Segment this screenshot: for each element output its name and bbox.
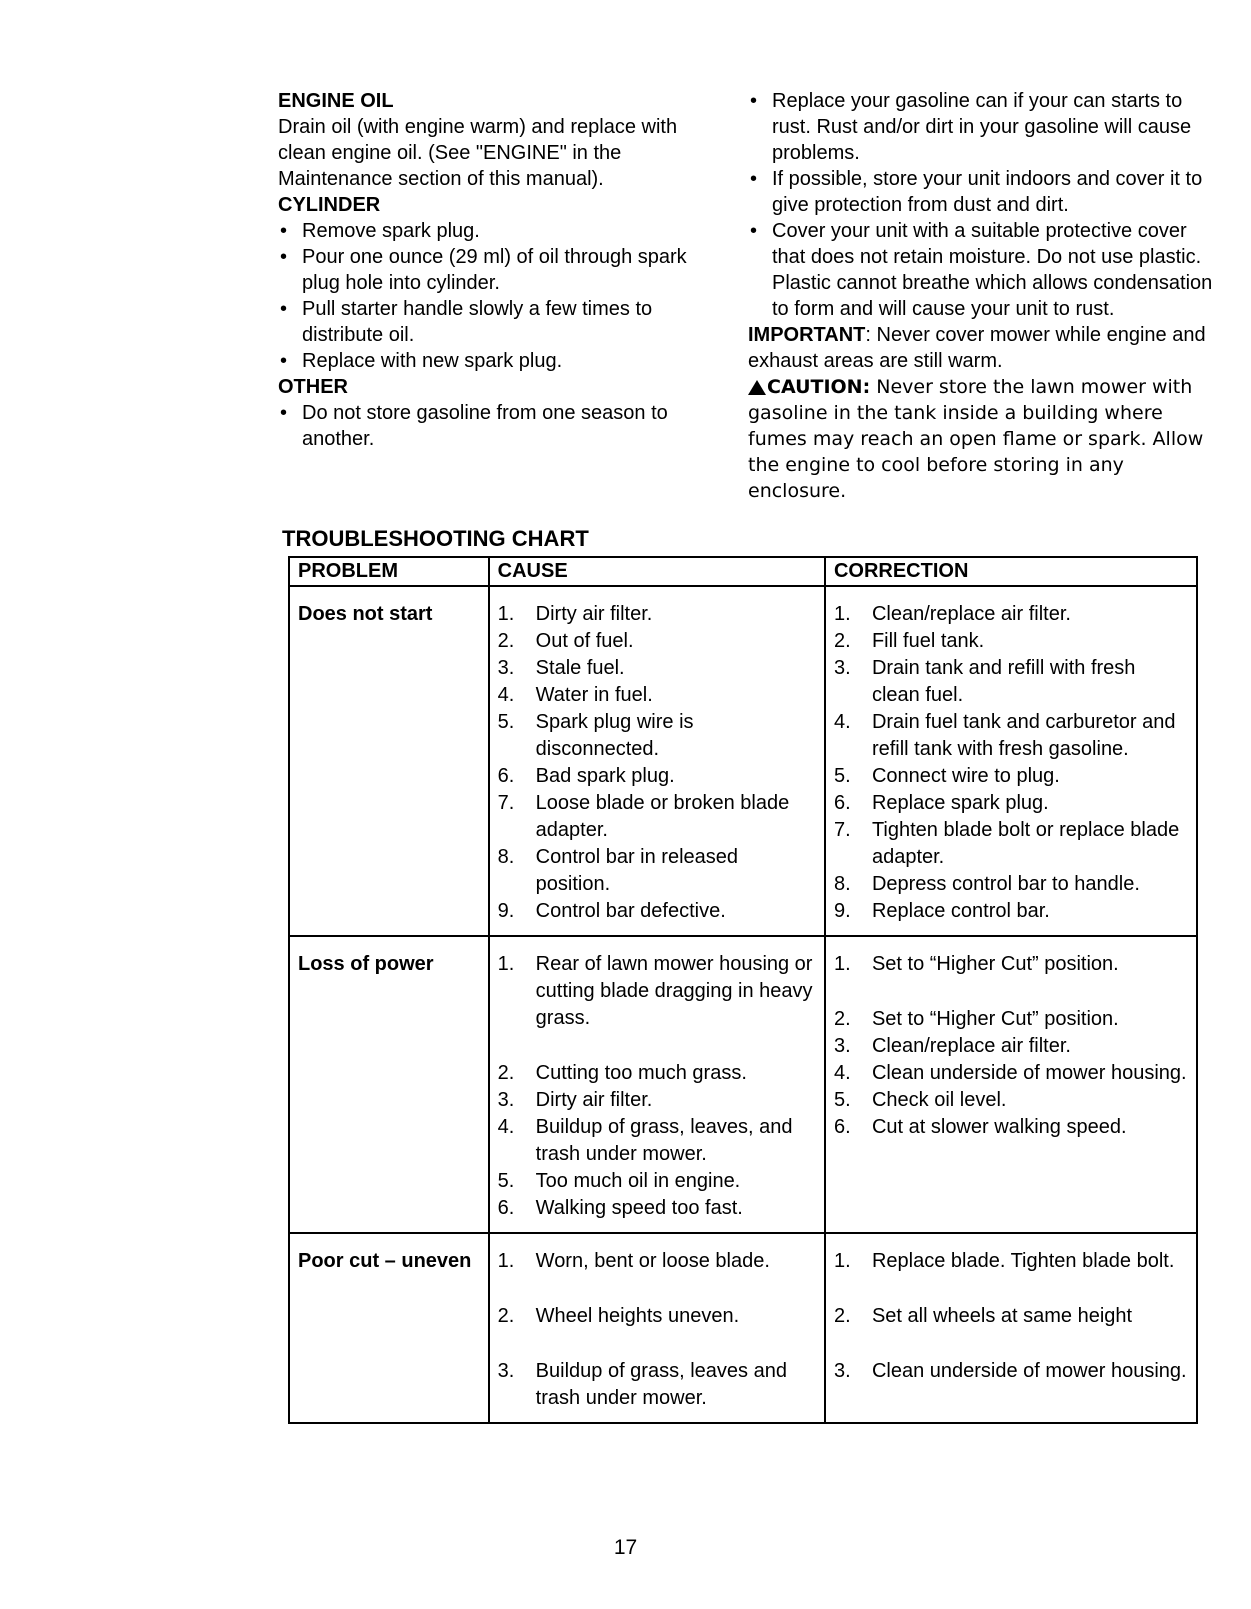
item-text: Cut at slower walking speed. bbox=[871, 1116, 1127, 1138]
item-text: Worn, bent or loose blade. bbox=[535, 1250, 770, 1272]
cause-item bbox=[498, 601, 816, 628]
item-number: 4. bbox=[833, 1062, 851, 1084]
important-text: : Never cover mower while engine and exhaust areas are still warm. bbox=[748, 324, 1206, 372]
correction-item bbox=[834, 655, 1188, 709]
item-number: 5. bbox=[833, 765, 851, 787]
item-number: 2. bbox=[833, 1008, 851, 1030]
cause-item bbox=[498, 951, 816, 1032]
problem-cell: Does not start bbox=[289, 586, 489, 936]
header-cause: CAUSE bbox=[489, 557, 825, 586]
cause-item bbox=[498, 682, 816, 709]
important-note bbox=[748, 322, 1218, 374]
item-text: Drain fuel tank and carburetor and refill tank with fresh gasoline. bbox=[871, 711, 1176, 760]
correction-item bbox=[834, 1114, 1188, 1141]
left-column bbox=[278, 88, 718, 452]
header-problem: PROBLEM bbox=[289, 557, 489, 586]
item-number: 4. bbox=[497, 684, 515, 706]
storage-item: • Replace your gasoline can if your can starts to rust. Rust and/or dirt in your gasoline will cause problems. bbox=[748, 88, 1218, 166]
item-text: Replace blade. Tighten blade bolt. bbox=[871, 1250, 1175, 1272]
item-text: Tighten blade bolt or replace blade adapter. bbox=[871, 819, 1180, 868]
correction-item bbox=[834, 628, 1188, 655]
correction-cell bbox=[825, 936, 1197, 1233]
item-text: Clean underside of mower housing. bbox=[871, 1360, 1187, 1382]
item-number: 3. bbox=[833, 1035, 851, 1057]
item-text: Dirty air filter. bbox=[535, 603, 653, 625]
item-number: 8. bbox=[497, 846, 515, 868]
item-text: Bad spark plug. bbox=[535, 765, 675, 787]
storage-list bbox=[748, 88, 1218, 322]
cause-cell bbox=[489, 586, 825, 936]
item-text: Walking speed too fast. bbox=[535, 1197, 743, 1219]
item-text: Dirty air filter. bbox=[535, 1089, 653, 1111]
item-text: Water in fuel. bbox=[535, 684, 653, 706]
caution-note bbox=[748, 374, 1218, 504]
problem-cell: Loss of power bbox=[289, 936, 489, 1233]
correction-item bbox=[834, 1060, 1188, 1087]
cause-item bbox=[498, 1060, 816, 1087]
cause-cell bbox=[489, 936, 825, 1233]
cause-item bbox=[498, 898, 816, 925]
correction-item bbox=[834, 601, 1188, 628]
item-number: 3. bbox=[833, 1360, 851, 1382]
item-number: 9. bbox=[497, 900, 515, 922]
item-number: 5. bbox=[497, 1170, 515, 1192]
correction-item bbox=[834, 790, 1188, 817]
item-number: 9. bbox=[833, 900, 851, 922]
item-number: 2. bbox=[833, 1305, 851, 1327]
item-number: 1. bbox=[497, 953, 515, 975]
cause-cell bbox=[489, 1233, 825, 1423]
correction-item bbox=[834, 1303, 1188, 1330]
correction-item bbox=[834, 871, 1188, 898]
item-text: Clean/replace air filter. bbox=[871, 1035, 1071, 1057]
other-heading: OTHER bbox=[278, 376, 348, 398]
item-text: Cutting too much grass. bbox=[535, 1062, 747, 1084]
item-number: 4. bbox=[497, 1116, 515, 1138]
item-text: Loose blade or broken blade adapter. bbox=[535, 792, 790, 841]
item-text: Control bar in released position. bbox=[535, 846, 739, 895]
storage-item: • If possible, store your unit indoors and cover it to give protection from dust and dirt. bbox=[748, 166, 1218, 218]
engine-oil-heading: ENGINE OIL bbox=[278, 90, 394, 112]
item-text: Fill fuel tank. bbox=[871, 630, 985, 652]
cause-item bbox=[498, 790, 816, 844]
correction-item bbox=[834, 709, 1188, 763]
table-row bbox=[289, 586, 1197, 936]
item-number: 4. bbox=[833, 711, 851, 733]
problem-cell: Poor cut – uneven bbox=[289, 1233, 489, 1423]
item-text: Buildup of grass, leaves, and trash under mower. bbox=[535, 1116, 793, 1165]
correction-item bbox=[834, 1033, 1188, 1060]
warning-icon bbox=[748, 380, 766, 395]
caution-label: CAUTION: bbox=[767, 376, 871, 398]
item-number: 6. bbox=[497, 1197, 515, 1219]
cause-item bbox=[498, 763, 816, 790]
item-text: Buildup of grass, leaves and trash under mower. bbox=[535, 1360, 787, 1409]
item-number: 2. bbox=[497, 1062, 515, 1084]
correction-cell bbox=[825, 586, 1197, 936]
correction-item bbox=[834, 1087, 1188, 1114]
item-number: 7. bbox=[833, 819, 851, 841]
cause-item bbox=[498, 1303, 816, 1330]
other-item: • Do not store gasoline from one season to another. bbox=[278, 400, 718, 452]
item-text: Drain tank and refill with fresh clean fuel. bbox=[871, 657, 1136, 706]
correction-item bbox=[834, 1358, 1188, 1385]
cause-item bbox=[498, 1114, 816, 1168]
item-number: 6. bbox=[497, 765, 515, 787]
item-text: Replace control bar. bbox=[871, 900, 1050, 922]
item-text: Spark plug wire is disconnected. bbox=[535, 711, 694, 760]
item-number: 6. bbox=[833, 792, 851, 814]
item-number: 3. bbox=[497, 657, 515, 679]
item-text: Check oil level. bbox=[871, 1089, 1007, 1111]
item-number: 1. bbox=[833, 603, 851, 625]
cause-item bbox=[498, 628, 816, 655]
item-number: 5. bbox=[833, 1089, 851, 1111]
cylinder-heading: CYLINDER bbox=[278, 194, 381, 216]
page-number: 17 bbox=[613, 1536, 638, 1559]
item-text: Control bar defective. bbox=[535, 900, 726, 922]
correction-item bbox=[834, 898, 1188, 925]
item-number: 3. bbox=[497, 1360, 515, 1382]
cause-item bbox=[498, 1248, 816, 1275]
table-row bbox=[289, 1233, 1197, 1423]
storage-item: • Cover your unit with a suitable protective cover that does not retain moisture. Do not use plastic. Plastic cannot breathe which allows condensation to form and will cause your unit to rust. bbox=[748, 218, 1218, 322]
cylinder-item: • Replace with new spark plug. bbox=[278, 348, 718, 374]
other-list bbox=[278, 400, 718, 452]
item-number: 3. bbox=[497, 1089, 515, 1111]
item-number: 5. bbox=[497, 711, 515, 733]
item-number: 8. bbox=[833, 873, 851, 895]
item-text: Too much oil in engine. bbox=[535, 1170, 741, 1192]
item-text: Clean/replace air filter. bbox=[871, 603, 1071, 625]
caution-text: Never store the lawn mower with gasoline in the tank inside a building where fumes may reach an open flame or spark. Allow the engine to cool before storing in any enclosure. bbox=[748, 376, 1204, 502]
item-text: Clean underside of mower housing. bbox=[871, 1062, 1187, 1084]
item-number: 7. bbox=[497, 792, 515, 814]
item-number: 1. bbox=[497, 1250, 515, 1272]
correction-item bbox=[834, 817, 1188, 871]
header-correction: CORRECTION bbox=[825, 557, 1197, 586]
cylinder-item: • Pour one ounce (29 ml) of oil through spark plug hole into cylinder. bbox=[278, 244, 718, 296]
item-text: Set all wheels at same height bbox=[871, 1305, 1133, 1327]
cylinder-item: • Pull starter handle slowly a few times to distribute oil. bbox=[278, 296, 718, 348]
item-text: Connect wire to plug. bbox=[871, 765, 1060, 787]
item-number: 2. bbox=[497, 1305, 515, 1327]
item-number: 2. bbox=[833, 630, 851, 652]
item-text: Set to “Higher Cut” position. bbox=[871, 1008, 1119, 1030]
right-column bbox=[748, 88, 1218, 504]
item-text: Replace spark plug. bbox=[871, 792, 1049, 814]
troubleshooting-table bbox=[288, 556, 1198, 1424]
item-number: 6. bbox=[833, 1116, 851, 1138]
cause-item bbox=[498, 655, 816, 682]
cause-item bbox=[498, 1168, 816, 1195]
cylinder-item: • Remove spark plug. bbox=[278, 218, 718, 244]
important-label: IMPORTANT bbox=[748, 324, 866, 346]
correction-item bbox=[834, 763, 1188, 790]
cause-item bbox=[498, 844, 816, 898]
correction-item bbox=[834, 1006, 1188, 1033]
table-header-row bbox=[289, 557, 1197, 586]
correction-cell bbox=[825, 1233, 1197, 1423]
item-text: Wheel heights uneven. bbox=[535, 1305, 740, 1327]
correction-item bbox=[834, 951, 1188, 978]
cause-item bbox=[498, 1358, 816, 1412]
item-number: 3. bbox=[833, 657, 851, 679]
cause-item bbox=[498, 709, 816, 763]
item-number: 1. bbox=[497, 603, 515, 625]
engine-oil-text: Drain oil (with engine warm) and replace with clean engine oil. (See "ENGINE" in the Maintenance section of this manual). bbox=[278, 116, 678, 190]
correction-item bbox=[834, 1248, 1188, 1275]
item-text: Depress control bar to handle. bbox=[871, 873, 1140, 895]
item-text: Rear of lawn mower housing or cutting blade dragging in heavy grass. bbox=[535, 953, 813, 1029]
item-number: 1. bbox=[833, 953, 851, 975]
chart-title: TROUBLESHOOTING CHART bbox=[282, 526, 589, 551]
cause-item bbox=[498, 1087, 816, 1114]
item-number: 1. bbox=[833, 1250, 851, 1272]
cylinder-list bbox=[278, 218, 718, 374]
table-row bbox=[289, 936, 1197, 1233]
item-text: Out of fuel. bbox=[535, 630, 634, 652]
item-number: 2. bbox=[497, 630, 515, 652]
item-text: Set to “Higher Cut” position. bbox=[871, 953, 1119, 975]
item-text: Stale fuel. bbox=[535, 657, 625, 679]
cause-item bbox=[498, 1195, 816, 1222]
